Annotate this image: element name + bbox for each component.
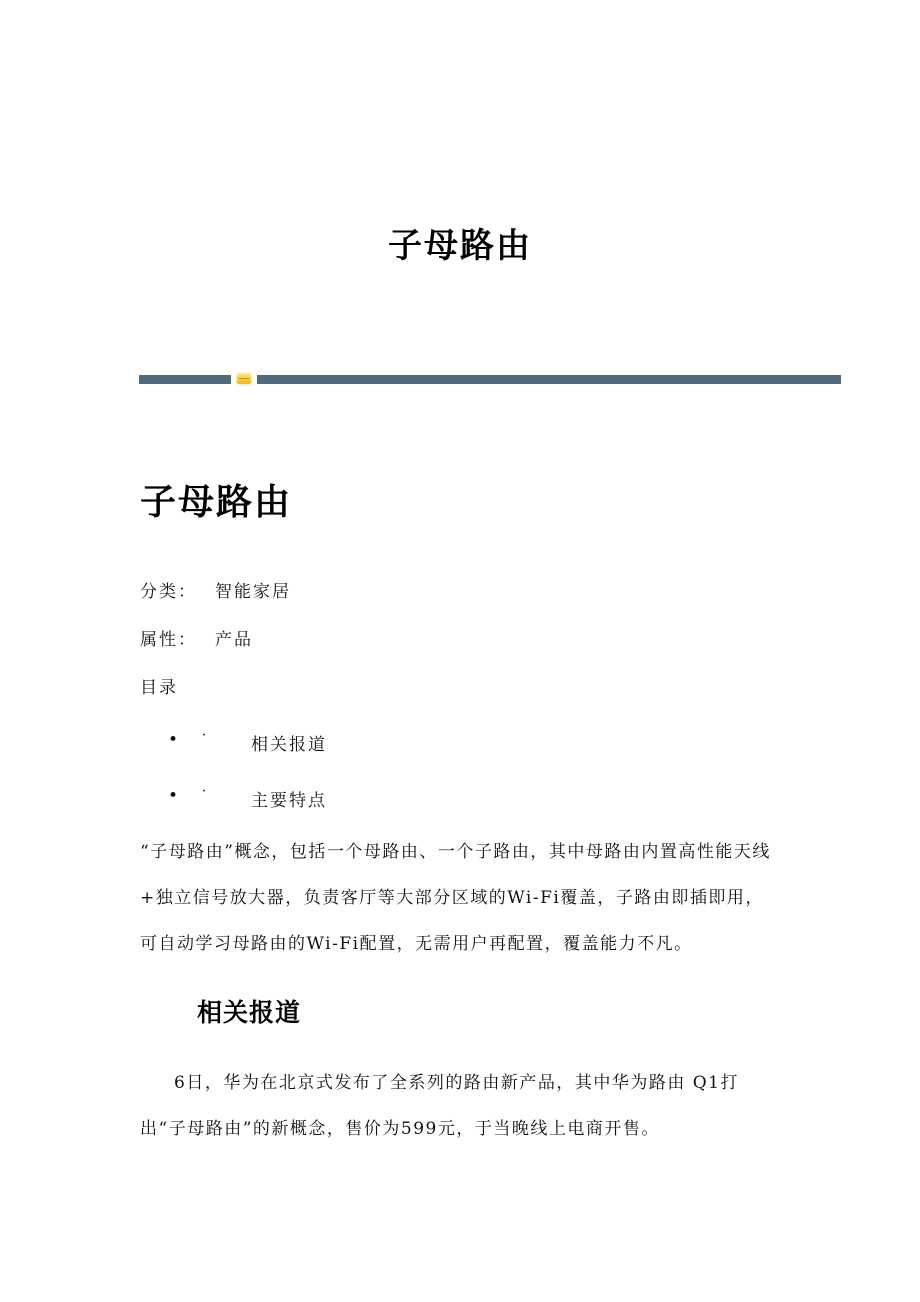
sub-bullet-icon: · [202,728,209,743]
meta-attribute-label: 属性： [140,630,197,650]
meta-attribute-value: 产品 [215,630,253,650]
meta-category-value: 智能家居 [215,582,291,602]
divider-left-bar [139,375,231,384]
section-heading-related-reports: 相关报道 [197,998,302,1027]
news-paragraph: 6日，华为在北京式发布了全系列的路由新产品，其中华为路由 Q1打出“子母路由”的新概念，售价为599元，于当晚线上电商开售。 [140,1073,739,1139]
meta-category-label: 分类： [140,582,197,602]
document-title: 子母路由 [140,482,293,523]
sub-bullet-icon: · [202,784,209,799]
meta-category [140,577,291,602]
divider-right-bar [257,375,841,384]
divider-ornament-icon [237,374,251,384]
meta-attribute [140,625,253,650]
toc-link[interactable]: 主要特点 [251,791,327,811]
cover-title: 子母路由 [388,226,532,266]
toc-heading: 目录 [140,678,178,698]
bullet-icon: • [168,786,181,806]
intro-paragraph: “子母路由”概念，包括一个母路由、一个子路由，其中母路由内置高性能天线+独立信号放大器，负责客厅等大部分区域的Wi-Fi覆盖，子路由即插即用，可自动学习母路由的Wi-Fi配置，无需用户再配置，覆盖能力不凡。 [140,842,771,954]
toc-link[interactable]: 相关报道 [251,735,327,755]
bullet-icon: • [168,730,181,750]
section-divider [139,375,841,384]
